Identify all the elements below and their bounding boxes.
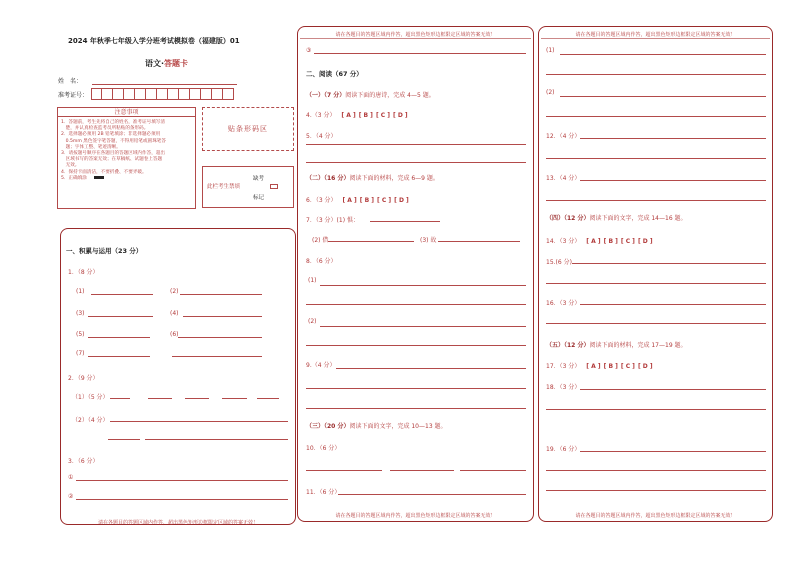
- q7-label: 7．（3 分）(1) 惧：: [306, 217, 359, 224]
- q2-line-1[interactable]: [110, 398, 130, 399]
- exam-id-boxes[interactable]: [91, 88, 234, 100]
- absent-mark-1: 缺考: [253, 176, 265, 182]
- notice-box: [57, 107, 196, 209]
- notice-item: 无效。: [61, 163, 80, 169]
- barcode-area: [202, 107, 294, 151]
- column2-top-rule: [300, 38, 531, 39]
- q7-line-3[interactable]: [438, 241, 520, 242]
- q6-option-b[interactable]: [ B ]: [359, 197, 375, 204]
- q3-item-1: ①: [68, 474, 74, 481]
- q1-line-8[interactable]: [172, 356, 262, 357]
- q1-label: 1．（8 分）: [68, 269, 99, 276]
- q2-line-4[interactable]: [222, 398, 247, 399]
- q7-c-label: (3) 故: [420, 237, 437, 244]
- subject-title: [145, 58, 188, 69]
- part5-heading: （五）（12 分）阅读下面的材料，完成 17—19 题。: [546, 342, 687, 349]
- q12-line-2[interactable]: [546, 158, 766, 159]
- q1-line-5[interactable]: [88, 337, 150, 338]
- q6-option-c[interactable]: [ C ]: [377, 197, 392, 204]
- q12-label: 12．（4 分）: [546, 133, 581, 140]
- q14-option-d[interactable]: [ D ]: [637, 238, 653, 245]
- q17-option-a[interactable]: [ A ]: [586, 363, 601, 370]
- q1-item-6: (6): [170, 331, 179, 338]
- q9-line-1[interactable]: [336, 368, 526, 369]
- q13-label: 13．（4 分）: [546, 175, 581, 182]
- q6-label: 6．（3 分） [ A ] [ B ] [ C ] [ D ]: [306, 197, 409, 204]
- q5-line-2[interactable]: [306, 162, 526, 163]
- q14-label: 14．（3 分） [ A ] [ B ] [ C ] [ D ]: [546, 238, 653, 245]
- q4-option-d[interactable]: [ D ]: [393, 112, 408, 119]
- q2-sub1-label: （1）（5 分）: [72, 394, 109, 401]
- q16-line-2[interactable]: [546, 323, 766, 324]
- name-label: 姓 名：: [58, 78, 83, 85]
- part1-heading: （一）（7 分）阅读下面的唐诗，完成 4—5 题。: [306, 92, 435, 99]
- column3-top-rule: [541, 38, 770, 39]
- q14-option-c[interactable]: [ C ]: [620, 238, 635, 245]
- q4-option-c[interactable]: [ C ]: [375, 112, 391, 119]
- q11-line-3[interactable]: [546, 74, 766, 75]
- q1-line-3[interactable]: [88, 316, 153, 317]
- part2-heading: （二）（16 分）阅读下面的材料，完成 6—9 题。: [306, 175, 439, 182]
- notice-item: 1．答题前，考生先将自己的姓名，准考证号填写清: [61, 120, 165, 125]
- exam-id-label: 准考证号：: [58, 92, 89, 99]
- q10-line-1[interactable]: [306, 470, 382, 471]
- q2-line-5[interactable]: [257, 398, 279, 399]
- q6-option-d[interactable]: [ D ]: [394, 197, 409, 204]
- q3-label: 3．（6 分）: [68, 458, 99, 465]
- q4-option-b[interactable]: [ B ]: [358, 112, 373, 119]
- q7-line-1[interactable]: [370, 221, 440, 222]
- q8-line-1[interactable]: [320, 285, 526, 286]
- q4-option-a[interactable]: [ A ]: [341, 112, 356, 119]
- q2-line-2[interactable]: [148, 398, 172, 399]
- q1-line-6[interactable]: [178, 337, 262, 338]
- q8-item-2: (2): [308, 318, 317, 325]
- notice-item: 5．正确填涂: [61, 176, 192, 182]
- subject-name: 语文·: [145, 59, 165, 68]
- q3-item-3: ③: [306, 47, 312, 54]
- q15-line-1[interactable]: [572, 263, 766, 264]
- q13-line-2[interactable]: [546, 200, 766, 201]
- part3-heading: （三）（20 分）阅读下面的文字，完成 10—13 题。: [306, 423, 447, 430]
- q17-option-b[interactable]: [ B ]: [603, 363, 618, 370]
- q4-label: 4.（3 分） [ A ] [ B ] [ C ] [ D ]: [306, 112, 408, 119]
- q1-line-1[interactable]: [91, 294, 153, 295]
- q7-b-label: (2) 借: [312, 237, 329, 244]
- q5-label: 5．（4 分）: [306, 133, 337, 140]
- q1-item-2: (2): [170, 288, 179, 295]
- column2-warning-top: 请在各题目的答题区域内作答，超出黑色矩形边框限定区域的答案无效！: [335, 32, 496, 38]
- q18-label: 18．（3 分）: [546, 384, 581, 391]
- answer-card-label: 答题卡: [164, 59, 189, 68]
- notice-title: 注意事项: [58, 108, 195, 117]
- q17-label: 17．（3 分） [ A ] [ B ] [ C ] [ D ]: [546, 363, 653, 370]
- q13-line-1[interactable]: [580, 180, 766, 181]
- part4-heading: （四）（12 分）阅读下面的文字，完成 14—16 题。: [546, 215, 687, 222]
- section1-title: 一、积累与运用（23 分）: [66, 247, 143, 255]
- q11-item-1: (1): [546, 47, 555, 54]
- absent-label: 此栏考生禁填: [207, 184, 241, 190]
- q10-label: 10．（6 分）: [306, 445, 341, 452]
- section2-title: 二、阅读（67 分）: [306, 70, 363, 78]
- q15-line-2[interactable]: [546, 283, 766, 284]
- q3-line-2[interactable]: [76, 499, 288, 500]
- q9-label: 9.（4 分）: [306, 362, 336, 369]
- q1-item-5: (5): [76, 331, 85, 338]
- q11-line-4[interactable]: [560, 96, 766, 97]
- q7-line-2[interactable]: [328, 241, 414, 242]
- column3-warning-top: 请在各题目的答题区域内作答，超出黑色矩形边框限定区域的答案无效！: [575, 32, 736, 38]
- q8-label: 8．（6 分）: [306, 258, 337, 265]
- q16-label: 16．（3 分）: [546, 300, 581, 307]
- notice-item: 2．选择题必须用 2B 铅笔填涂；非选择题必须用: [61, 132, 161, 138]
- filled-sample-mark: [94, 176, 104, 179]
- q1-item-7: (7): [76, 350, 85, 357]
- q1-item-3: (3): [76, 310, 85, 317]
- q3-item-2: ②: [68, 493, 74, 500]
- q10-line-2[interactable]: [390, 470, 454, 471]
- q6-option-a[interactable]: [ A ]: [342, 197, 357, 204]
- q2-line-3[interactable]: [185, 398, 209, 399]
- page-title: 2024 年秋季七年级入学分班考试模拟卷（福建版）01: [68, 37, 240, 45]
- absent-checkbox[interactable]: [270, 184, 278, 189]
- q19-line-3[interactable]: [546, 490, 766, 491]
- q15-label: 15.(6 分): [546, 259, 572, 266]
- q1-item-1: (1): [76, 288, 85, 295]
- notice-item: 楚，并认真检查监考员所粘贴的条形码。: [61, 126, 149, 132]
- q19-label: 19．（6 分）: [546, 446, 581, 453]
- q8-line-3[interactable]: [320, 326, 526, 327]
- q10-line-3[interactable]: [460, 470, 526, 471]
- q8-line-4[interactable]: [306, 345, 526, 346]
- q11-line-5[interactable]: [546, 116, 766, 117]
- q2-sub2-label: （2）（4 分）: [72, 417, 109, 424]
- absent-box: [202, 166, 294, 208]
- q9-line-2[interactable]: [306, 388, 526, 389]
- q9-line-3[interactable]: [306, 408, 526, 409]
- q18-line-1[interactable]: [580, 389, 766, 390]
- q3-line-1[interactable]: [76, 480, 288, 481]
- notice-item: 区域书写的答案无效；在草稿纸、试题卷上答题: [61, 157, 163, 163]
- q11-label: 11．（6 分）: [306, 489, 341, 496]
- q2-line-8[interactable]: [145, 439, 288, 440]
- q17-option-d[interactable]: [ D ]: [637, 363, 653, 370]
- notice-item: 4．保持卡面清洁，不要折叠、不要弄破。: [61, 169, 147, 175]
- q14-option-b[interactable]: [ B ]: [603, 238, 618, 245]
- q8-item-1: (1): [308, 277, 317, 284]
- q1-line-4[interactable]: [183, 316, 262, 317]
- q19-line-1[interactable]: [580, 451, 766, 452]
- section1-warning: 请在各题目的答题区域内作答，超出黑色矩形边框限定区域的答案无效！: [97, 520, 258, 526]
- q19-line-2[interactable]: [546, 470, 766, 471]
- q18-line-2[interactable]: [546, 409, 766, 410]
- q1-line-7[interactable]: [88, 356, 150, 357]
- barcode-label: 贴条形码区: [228, 125, 268, 133]
- notice-item: 0.5mm 黑色签字笔答题，不得用铅笔或圆珠笔答: [61, 138, 166, 144]
- q12-line-1[interactable]: [580, 138, 766, 139]
- notice-item: 3．请按题号顺序在各题目的答题区域内作答，超出: [61, 151, 165, 157]
- q8-line-2[interactable]: [306, 304, 526, 305]
- q2-line-6[interactable]: [110, 421, 288, 422]
- q3-line-3[interactable]: [314, 53, 526, 54]
- q17-option-c[interactable]: [ C ]: [620, 363, 635, 370]
- q1-line-2[interactable]: [180, 294, 262, 295]
- name-field[interactable]: [92, 84, 237, 85]
- column2-warning-bottom: 请在各题目的答题区域内作答，超出黑色矩形边框限定区域的答案无效！: [335, 513, 496, 519]
- notice-item: 题；字体工整、笔迹清晰。: [61, 144, 121, 150]
- q2-label: 2．（9 分）: [68, 375, 99, 382]
- absent-mark-2: 标记: [253, 195, 265, 201]
- column3-warning-bottom: 请在各题目的答题区域内作答，超出黑色矩形边框限定区域的答案无效！: [575, 513, 736, 519]
- q1-item-4: (4): [170, 310, 179, 317]
- q14-option-a[interactable]: [ A ]: [586, 238, 601, 245]
- q11-line-1[interactable]: [338, 494, 526, 495]
- q11-line-2[interactable]: [560, 54, 766, 55]
- q2-line-7[interactable]: [108, 439, 140, 440]
- q16-line-1[interactable]: [580, 304, 766, 305]
- q5-line-1[interactable]: [306, 144, 526, 145]
- q11-item-2: (2): [546, 89, 555, 96]
